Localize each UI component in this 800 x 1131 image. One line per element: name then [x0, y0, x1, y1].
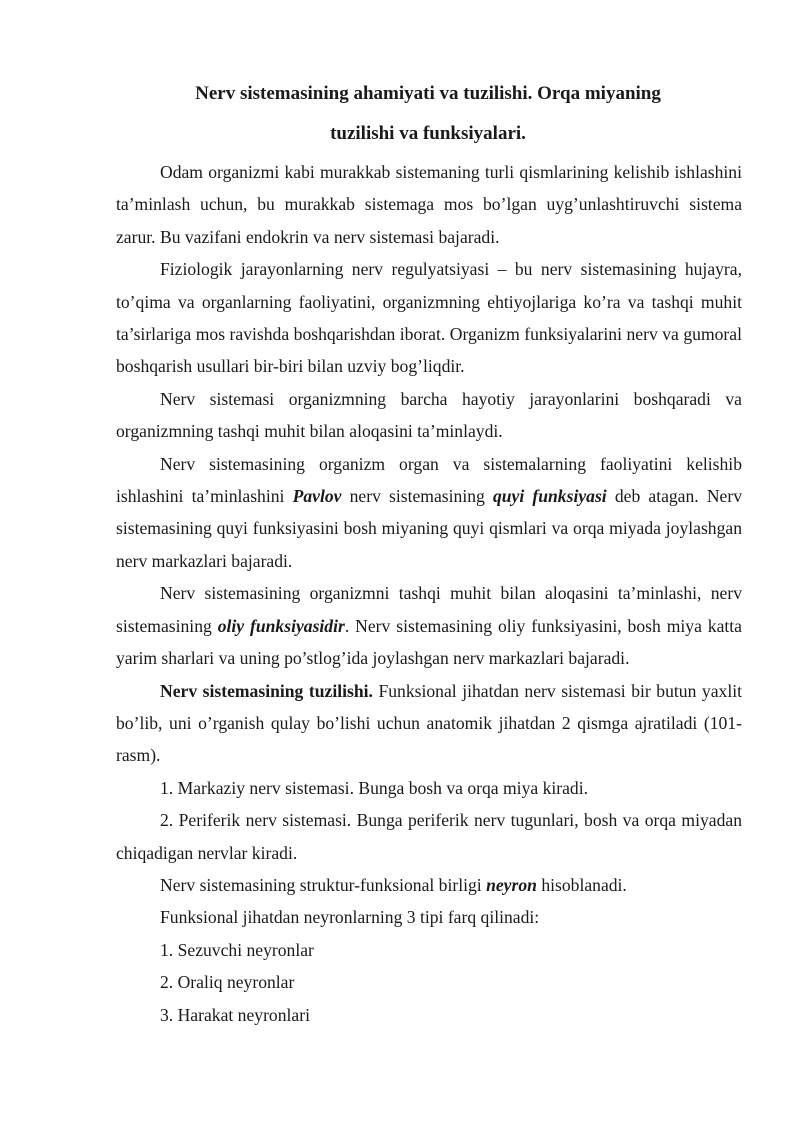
text-segment: deb atagan. Nerv sistemasining quyi funksiyasini bosh miyaning quyi qismlari va orqa miyada joylashgan nerv markazlari bajaradi.: [116, 486, 743, 571]
title-line-2: tuzilishi va funksiyalari.: [330, 123, 526, 144]
paragraph-higher-function: [116, 577, 742, 674]
emphasis-pavlov: Pavlov: [292, 486, 342, 507]
title-line-1: Nerv sistemasining ahamiyati va tuzilishi. Orqa miyaning: [195, 83, 661, 104]
text-segment: Nerv sistemasining organizm organ va sistemalarning faoliyatini kelishib ishlashini ta’minlashini: [116, 453, 742, 507]
section-heading-structure: Nerv sistemasining tuzilishi.: [160, 680, 373, 701]
text-segment: hisoblanadi.: [536, 874, 627, 895]
paragraph-central: 1. Markaziy nerv sistemasi. Bunga bosh va orqa miya kiradi.: [160, 777, 589, 798]
paragraph-intro: Odam organizmi kabi murakkab sistemaning turli qismlarining kelishib ishlashini ta’minlash uchun, bu murakkab sistemaga mos bo’lgan uyg’unlashtiruvchi sistema zarur. Bu vazifani endokrin va nerv sistemasi bajaradi.: [116, 162, 742, 247]
text-segment: Nerv sistemasining struktur-funksional birligi: [160, 874, 487, 895]
text-segment: Nerv sistemasining organizmni tashqi muhit bilan aloqasini ta’minlashi, nerv sistemasining: [116, 583, 742, 636]
paragraph-neuron-types: Funksional jihatdan neyronlarning 3 tipi farq qilinadi:: [160, 907, 540, 928]
emphasis-lower-function: quyi funksiyasi: [492, 486, 607, 507]
paragraph-peripheral: 2. Periferik nerv sistemasi. Bunga periferik nerv tugunlari, bosh va orqa miyadan chiqadigan nervlar kiradi.: [116, 810, 742, 863]
emphasis-neuron: neyron: [486, 874, 537, 895]
paragraph-neuron: [116, 869, 742, 901]
list-item: 2. Oraliq neyronlar: [160, 972, 295, 993]
paragraph-functions: Nerv sistemasi organizmning barcha hayotiy jarayonlarini boshqaradi va organizmning tashqi muhit bilan aloqasini ta’minlaydi.: [116, 388, 742, 442]
paragraph-regulation: Fiziologik jarayonlarning nerv regulyatsiyasi – bu nerv sistemasining hujayra, to’qima va organlarning faoliyatini, organizmning ehtiyojlariga ko’ra va tashqi muhit ta’sirlariga mos ravishda boshqarishdan iborat. Organizm funksiyalarini nerv va gumoral boshqarish usullari bir-biri bilan uzviy bog’liqdir.: [116, 259, 742, 377]
text-segment: nerv sistemasining: [341, 486, 493, 507]
list-item: 3. Harakat neyronlari: [160, 1004, 310, 1025]
text-segment: . Nerv sistemasining oliy funksiyasini, bosh miya katta yarim sharlari va uning po’stlog’ida joylashgan nerv markazlari bajaradi.: [116, 615, 742, 669]
page-title: [116, 74, 742, 154]
text-segment: Funksional jihatdan nerv sistemasi bir butun yaxlit bo’lib, uni o’rganish qulay bo’lishi uchun anatomik jihatdan 2 qismga ajratiladi (101-rasm).: [116, 680, 742, 766]
paragraph-structure: [116, 675, 742, 772]
list-item: 1. Sezuvchi neyronlar: [160, 939, 314, 960]
paragraph-lower-function: [116, 448, 742, 578]
emphasis-higher-function: oliy funksiyasidir: [217, 615, 345, 636]
